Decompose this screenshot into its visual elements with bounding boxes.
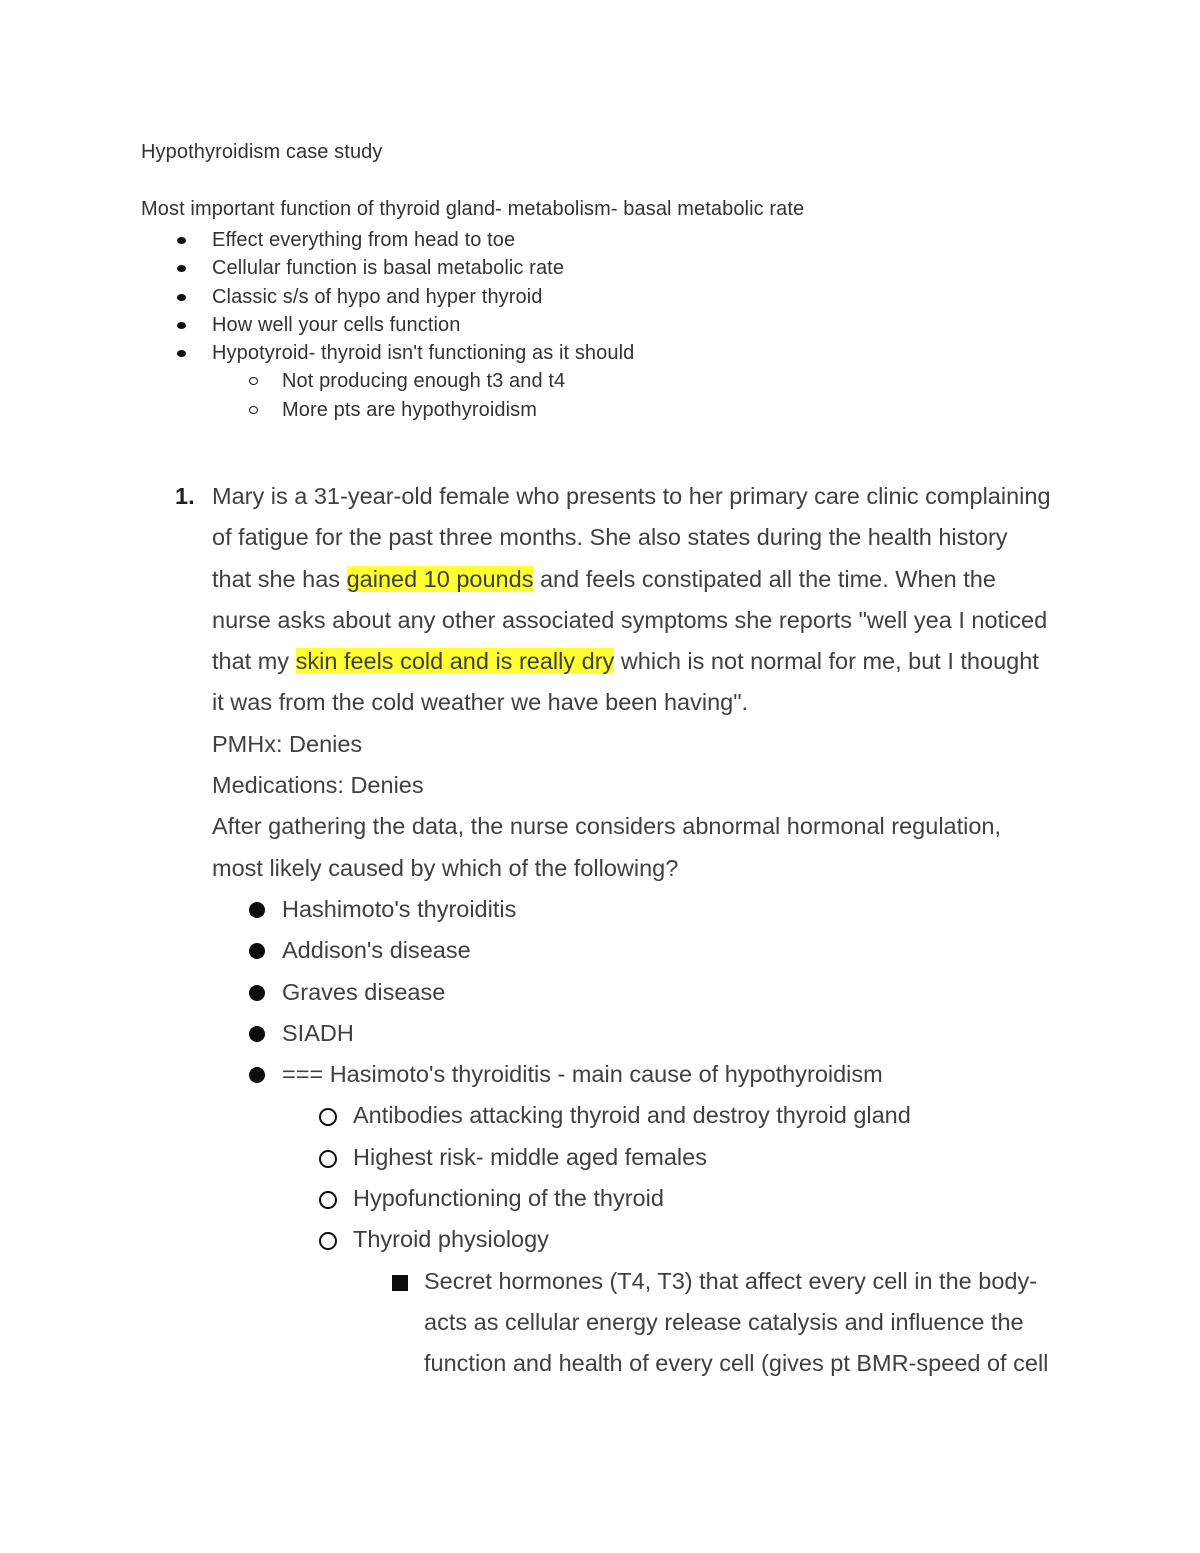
list-item: Classic s/s of hypo and hyper thyroid — [0, 283, 634, 311]
list-item: Hypotyroid- thyroid isn't functioning as it should — [0, 339, 634, 367]
sub-sub-list-item: Secret hormones (T4, T3) that affect every cell in the body- — [0, 1261, 1048, 1302]
question-text-span: most likely caused by which of the following? — [212, 854, 679, 881]
list-item: How well your cells function — [0, 311, 634, 339]
question-line — [212, 517, 1072, 558]
sub-list-item: Highest risk- middle aged females — [0, 1137, 1048, 1178]
question-text-span: which is not normal for me, but I thought — [614, 648, 1039, 675]
list-item: Cellular function is basal metabolic rate — [0, 254, 634, 282]
question-text-span: of fatigue for the past three months. She also states during the health history — [212, 524, 1008, 551]
question-line — [212, 600, 1072, 641]
option-item: Graves disease — [0, 972, 1048, 1013]
option-item: SIADH — [0, 1013, 1048, 1054]
question-line — [212, 806, 1072, 847]
question-text-span: that she has — [212, 565, 347, 592]
question-text-span: After gathering the data, the nurse considers abnormal hormonal regulation, — [212, 813, 1002, 840]
sub-list-item: Not producing enough t3 and t4 — [0, 367, 634, 395]
question-text-span: it was from the cold weather we have been having". — [212, 689, 749, 716]
question-text-span: Medications: Denies — [212, 772, 424, 799]
question-number: 1. — [175, 483, 195, 509]
question-text-span: Mary is a 31-year-old female who presents to her primary care clinic complaining — [212, 483, 1051, 509]
intro-line: Most important function of thyroid gland- metabolism- basal metabolic rate — [141, 198, 805, 220]
sub-list-item: More pts are hypothyroidism — [0, 396, 634, 424]
options-list — [0, 889, 1048, 1385]
notes-list — [0, 226, 634, 424]
list-item: Effect everything from head to toe — [0, 226, 634, 254]
option-item: Addison's disease — [0, 930, 1048, 971]
continuation-line: acts as cellular energy release catalysis and influence the — [424, 1308, 1024, 1335]
document-title: Hypothyroidism case study — [141, 141, 383, 163]
sub-list-item: Antibodies attacking thyroid and destroy thyroid gland — [0, 1095, 1048, 1136]
question-line — [212, 641, 1072, 682]
question-line — [212, 682, 1072, 723]
sub-list-item: Thyroid physiology — [0, 1219, 1048, 1260]
highlighted-text: gained 10 pounds — [346, 565, 534, 592]
question-line — [212, 848, 1072, 889]
question-text-span: that my — [212, 648, 296, 675]
question-line — [212, 476, 1072, 517]
question-text-span: nurse asks about any other associated symptoms she reports "well yea I noticed — [212, 606, 1048, 633]
pmhx-line — [212, 724, 1072, 765]
question-text-span: PMHx: Denies — [212, 730, 363, 757]
question-text-span: and feels constipated all the time. When the — [533, 565, 996, 592]
highlighted-text: skin feels cold and is really dry — [295, 648, 615, 675]
answer-item: === Hasimoto's thyroiditis - main cause of hypothyroidism — [0, 1054, 1048, 1095]
sub-list-item: Hypofunctioning of the thyroid — [0, 1178, 1048, 1219]
medications-line — [212, 765, 1072, 806]
question-line — [212, 559, 1072, 600]
question-text — [212, 476, 1072, 889]
option-item: Hashimoto's thyroiditis — [0, 889, 1048, 930]
continuation-line: function and health of every cell (gives pt BMR-speed of cell — [424, 1350, 1049, 1377]
